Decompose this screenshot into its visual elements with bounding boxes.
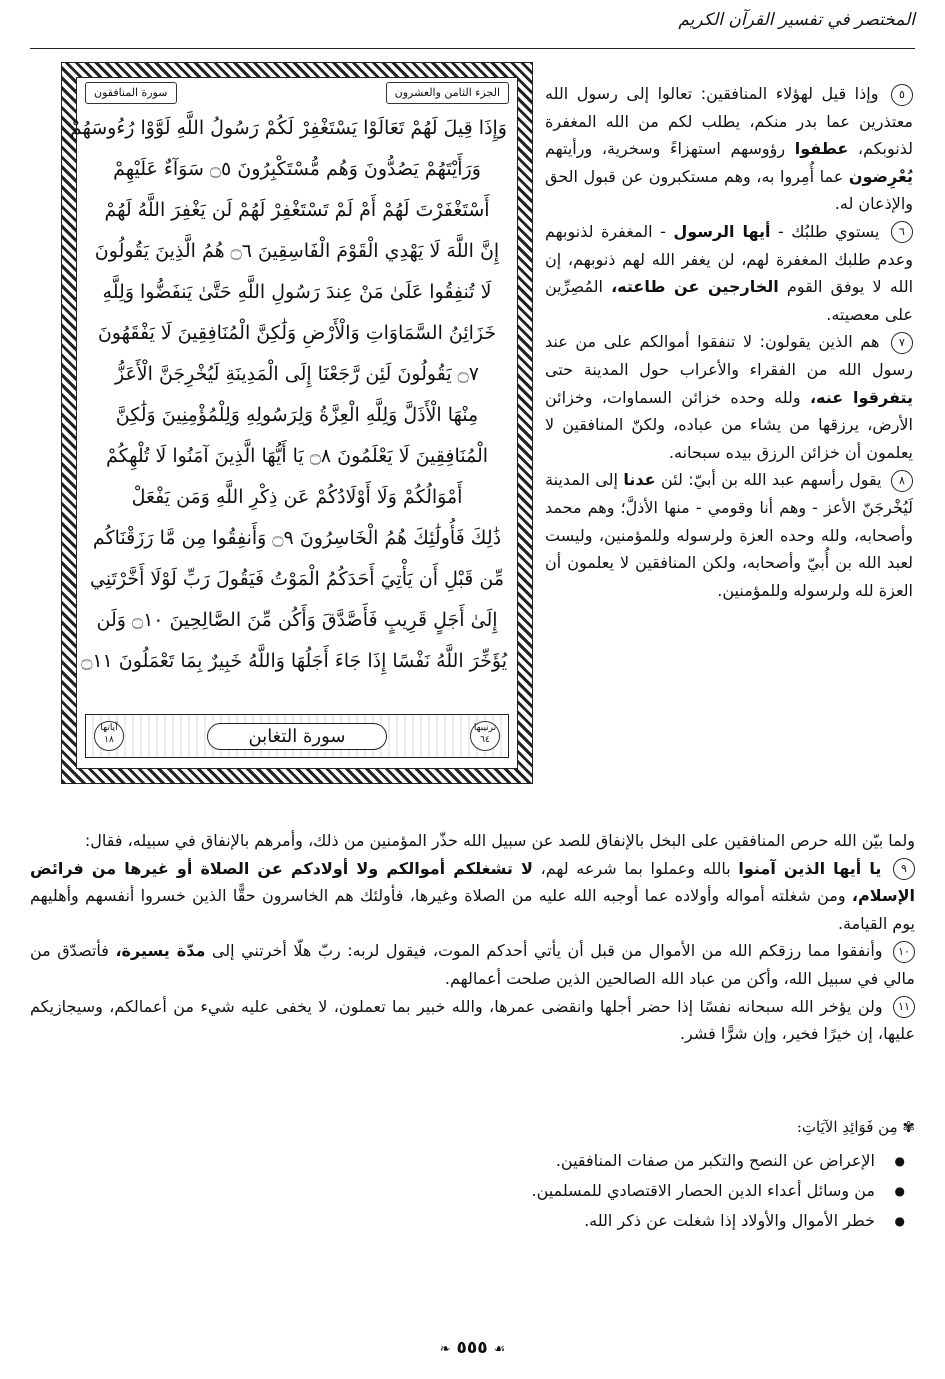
verse-line: وَرَأَيْتَهُمْ يَصُدُّونَ وَهُم مُّسْتَكْبِرُونَ ۝٥ سَوَآءٌ عَلَيْهِمْ: [113, 158, 481, 180]
tafsir-text: عما أُمِروا به، وهم مستكبرون عن قبول الحق والإذعان له.: [545, 166, 913, 214]
list-item: ● من وسائل أعداء الدين الحصار الاقتصادي للمسلمين.: [315, 1176, 875, 1206]
page-number: [0, 1338, 945, 1358]
surah-order-badge: ترتيبها ٦٤: [470, 721, 500, 751]
tafsir-highlight: يُعْرِضون: [848, 166, 913, 186]
tafsir-verse-7: [545, 328, 913, 466]
tafsir-verse-11: [30, 993, 915, 1048]
verse-line: يُؤَخِّرَ اللَّهُ نَفْسًا إِذَا جَاءَ أَجَلُهَا وَاللَّهُ خَبِيرٌ بِمَا تَعْمَلُونَ ۝١١: [81, 650, 507, 672]
tafsir-text: المُصِرِّين على معصيته.: [545, 277, 913, 324]
page-number-text: ٥٥٥: [456, 1338, 488, 1358]
verse-number-badge: ١٠: [893, 941, 915, 963]
mushaf-top-tags: [85, 82, 509, 106]
tafsir-verse-6: [545, 218, 913, 328]
tafsir-highlight: عطفوا: [794, 139, 849, 159]
fawaid-section: [315, 1112, 915, 1236]
tafsir-right-column: [545, 80, 913, 604]
tafsir-highlight: أيها الرسول: [673, 221, 771, 241]
tafsir-text: هم الذين يقولون: لا تنفقوا أموالكم على من عند رسول الله من الفقراء والأعراب حول المدينة حتى: [545, 332, 913, 379]
tafsir-text: إلى المدينة لَيُخْرجَنّ الأعز - وهم أنا وقومي - منها الأذلَّ؛ وهم محمد وأصحابه، ولله وحده العزة ولرسوله وللمؤمنين، وليست لعبد الله بن أُبيّ وأصحابه، ولكن المنافقين لا يعلمون أن العزة لله ولرسوله وللمؤمنين.: [545, 470, 913, 600]
verse-number-badge: ٩: [893, 858, 915, 880]
ornament-left-icon: ❧: [439, 1342, 451, 1357]
verse-number-badge: ٧: [891, 332, 913, 354]
tafsir-text: ولن يؤخر الله سبحانه نفسًا إذا حضر أجلها وانقضى عمرها، والله خبير بما تعملون، لا يخفى عليه شيء من أعمالكم، وسيجازيكم عليها، إن خيرًا فخير، وإن شرًّا فشر.: [30, 996, 915, 1044]
verse-line: ذَٰلِكَ فَأُولَٰئِكَ هُمُ الْخَاسِرُونَ ۝٩ وَأَنفِقُوا مِن مَّا رَزَقْنَاكُم: [92, 527, 502, 549]
tafsir-highlight: عدنا: [623, 470, 656, 490]
verse-line: وَإِذَا قِيلَ لَهُمْ تَعَالَوْا يَسْتَغْفِرْ لَكُمْ رَسُولُ اللَّهِ لَوَّوْا رُءُوسَهُمْ: [69, 117, 507, 139]
juz-tag: الجزء الثامن والعشرون: [386, 82, 509, 104]
tafsir-verse-10: [30, 937, 915, 992]
surah-banner: [85, 714, 509, 758]
verse-line: الْمُنَافِقِينَ لَا يَعْلَمُونَ ۝٨ يَا أَيُّهَا الَّذِينَ آمَنُوا لَا تُلْهِكُمْ: [105, 445, 489, 467]
surah-banner-name: سورة التغابن: [207, 723, 386, 750]
verse-line: أَمْوَالُكُمْ وَلَا أَوْلَادُكُمْ عَن ذِكْرِ اللَّهِ وَمَن يَفْعَلْ: [131, 486, 463, 508]
fawaid-title-text: مِن فَوَائِدِ الآيَاتِ:: [796, 1118, 898, 1136]
header-rule: [30, 48, 915, 49]
tafsir-text: بالله وعملوا بما شرعه لهم،: [540, 858, 731, 878]
tafsir-highlight: لا تشغلكم أموالكم ولا أولادكم عن الصلاة أو غيرها من فرائض الإسلام،: [30, 858, 915, 906]
tafsir-text: - المغفرة لذنوبهم وعدم طلبك المغفرة لهم، لن يغفر الله لهم ذنوبهم، إن الله لا يوفق القوم: [545, 221, 914, 297]
verse-number-badge: ١١: [893, 996, 915, 1018]
verse-line: إِلَىٰ أَجَلٍ قَرِيبٍ فَأَصَّدَّقَ وَأَكُن مِّنَ الصَّالِحِينَ ۝١٠ وَلَن: [96, 609, 498, 631]
tafsir-verse-9: [30, 855, 915, 938]
flower-icon: ✾: [902, 1118, 915, 1136]
tafsir-highlight: الخارجين عن طاعته،: [611, 277, 779, 297]
verse-number-badge: ٥: [891, 84, 913, 106]
tafsir-highlight: يتفرقوا عنه،: [809, 387, 914, 407]
verse-line: أَسْتَغْفَرْتَ لَهُمْ أَمْ لَمْ تَسْتَغْفِرْ لَهُمْ لَن يَغْفِرَ اللَّهُ لَهُمْ: [104, 199, 490, 221]
tafsir-text: فأتصدّق من مالي في سبيل الله، وأكن من عباد الله الصالحين الذين صلحت أعمالهم.: [30, 941, 915, 988]
verse-line: لَا تُنفِقُوا عَلَىٰ مَنْ عِندَ رَسُولِ اللَّهِ حَتَّىٰ يَنفَضُّوا وَلِلَّهِ: [102, 281, 492, 303]
list-item: ● الإعراض عن النصح والتكبر من صفات المنافقين.: [315, 1146, 875, 1176]
mushaf-inner: [69, 77, 518, 769]
page-header-title: المختصر في تفسير القرآن الكريم: [678, 10, 915, 30]
verse-number-badge: ٦: [891, 221, 913, 243]
fawaid-list: [315, 1146, 915, 1236]
surah-tag: سورة المنافقون: [85, 82, 177, 104]
verse-line: ۝٧ يَقُولُونَ لَئِن رَّجَعْنَا إِلَى الْمَدِينَةِ لَيُخْرِجَنَّ الْأَعَزُّ: [114, 363, 480, 385]
tafsir-text: ولله وحده خزائن السماوات، وخزائن الأرض، يرزقها من يشاء من عباده، ولكنّ المنافقين لا يعلمون أن خزائن الرزق بيده سبحانه.: [545, 387, 913, 462]
tafsir-full-width: [30, 827, 915, 1048]
list-item: ● خطر الأموال والأولاد إذا شغلت عن ذكر الله.: [315, 1206, 875, 1236]
tafsir-text: يستوي طلبُك -: [778, 221, 880, 241]
quran-verses: [69, 108, 507, 698]
tafsir-bridge: ولما بيّن الله حرص المنافقين على البخل بالإنفاق للصد عن سبيل الله حذّر المؤمنين من ذلك، وأمرهم بالإنفاق في سبيله، فقال:: [84, 831, 915, 850]
verse-line: مِّن قَبْلِ أَن يَأْتِيَ أَحَدَكُمُ الْمَوْتُ فَيَقُولَ رَبِّ لَوْلَا أَخَّرْتَنِي: [90, 568, 504, 590]
verse-line: خَزَائِنُ السَّمَاوَاتِ وَالْأَرْضِ وَلَٰكِنَّ الْمُنَافِقِينَ لَا يَفْقَهُونَ: [97, 322, 497, 344]
tafsir-text: وأنفقوا مما رزقكم الله من الأموال من قبل أن يأتي أحدكم الموت، فيقول لربه: ربّ هلّا أخرتني إلى: [211, 941, 883, 961]
tafsir-text: رؤوسهم استهزاءً وسخرية، ورأيتهم: [545, 139, 786, 159]
mushaf-frame: [62, 63, 532, 783]
tafsir-verse-5: [545, 80, 913, 218]
ornament-right-icon: ☙: [493, 1342, 506, 1357]
surah-ayah-count-badge: آياتها ١٨: [94, 721, 124, 751]
verse-number-badge: ٨: [891, 470, 913, 492]
verse-line: إِنَّ اللَّهَ لَا يَهْدِي الْقَوْمَ الْفَاسِقِينَ ۝٦ هُمُ الَّذِينَ يَقُولُونَ: [94, 240, 500, 262]
tafsir-verse-8: [545, 466, 913, 604]
fawaid-title: [315, 1112, 915, 1142]
tafsir-highlight: يا أيها الذين آمنوا: [738, 858, 882, 878]
tafsir-highlight: مدّة يسيرة،: [115, 941, 206, 961]
tafsir-text: وإذا قيل لهؤلاء المنافقين: تعالوا إلى رسول الله معتذرين عما بدر منكم، يطلب لكم من الله المغفرة لذنوبكم،: [545, 84, 913, 159]
tafsir-text: ومن شغلته أمواله وأولاده عما أوجبه الله عليه من الصلاة وغيرها، فأولئك هم الخاسرون حقًّا الذين خسروا أنفسهم وأهليهم يوم القيامة.: [30, 886, 915, 933]
verse-line: مِنْهَا الْأَذَلَّ وَلِلَّهِ الْعِزَّةُ وَلِرَسُولِهِ وَلِلْمُؤْمِنِينَ وَلَٰكِنَّ: [115, 404, 479, 426]
tafsir-text: يقول رأسهم عبد الله بن أبيّ: لئن: [660, 470, 882, 490]
